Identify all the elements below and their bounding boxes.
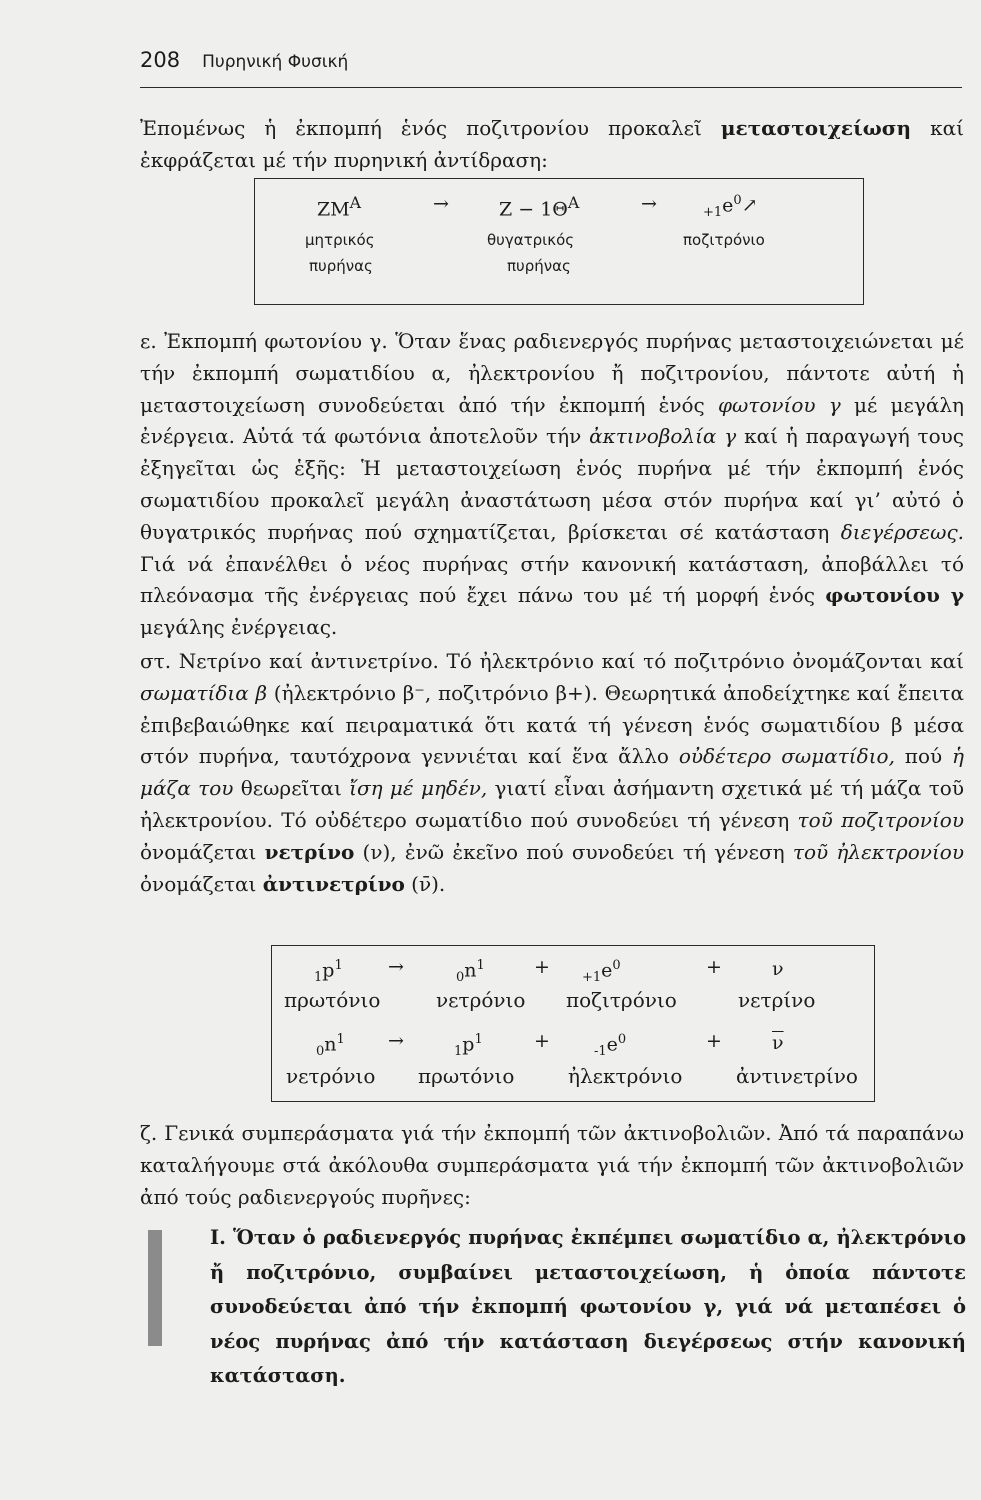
positron-symbol: $_{+1}e^0↗$ (703, 193, 758, 221)
conclusion-text: I. Ὅταν ὁ ραδιενεργός πυρήνας ἐκπέμπει σωματίδιο α, ἠλεκτρόνιο ἤ ποζιτρόνιο, συμβαίνει μεταστοιχείωση, ἡ ὁποία πάντοτε συνοδεύεται ἀπό τήν ἐκπομπή φωτονίου γ, γιά νά μεταπέσει ὁ νέος πυρήνας ἀπό τήν κατάσταση διεγέρσεως στήν κανονική κατάσταση. (210, 1226, 966, 1387)
highlight-bar (148, 1230, 162, 1346)
page-number: 208 (140, 48, 181, 72)
label-daughter-2: πυρήνας (507, 257, 571, 275)
row1-plus-2: + (706, 956, 722, 978)
neutrino-symbol: ν (772, 958, 784, 980)
section-st-heading: στ. Νετρίνο καί ἀντινετρίνο. (140, 649, 439, 673)
label-electron: ἠλεκτρόνιο (568, 1064, 683, 1088)
label-proton-2: πρωτόνιο (418, 1064, 515, 1088)
label-positron-2: ποζιτρόνιο (566, 988, 677, 1012)
row2-plus-2: + (706, 1030, 722, 1052)
label-positron: ποζιτρόνιο (683, 231, 765, 249)
row1-plus-1: + (534, 956, 550, 978)
section-st-paragraph: στ. Νετρίνο καί ἀντινετρίνο. Τό ἠλεκτρόνιο καί τό ποζιτρόνιο ὀνομάζονται καί σωματίδια β (ἠλεκτρόνιο β⁻, ποζιτρόνιο β+). Θεωρητικά ἀποδείχτηκε καί ἔπειτα ἐπιβεβαιώθηκε καί πειραματικά ὅτι κατά τή γένεση ἑνός σωματιδίου β μέσα στόν πυρήνα, ταυτόχρονα γεννιέται καί ἕνα ἄλλο οὐδέτερο σωματίδιο, πού ἡ μάζα του θεωρεῖται ἴση μέ μηδέν, γιατί εἶναι ἀσήμαντη σχετικά μέ τή μάζα τοῦ ἠλεκτρονίου. Τό οὐδέτερο σωματίδιο πού συνοδεύει τή γένεση τοῦ ποζιτρονίου ὀνομάζεται νετρίνο (ν), ἐνῶ ἐκεῖνο πού συνοδεύει τή γένεση τοῦ ἠλεκτρονίου ὀνομάζεται ἀντινετρίνο (ν̄). (140, 649, 965, 896)
label-daughter-1: θυγατρικός (487, 231, 575, 249)
label-neutron: νετρόνιο (436, 988, 526, 1012)
reaction-arrow-2: → (641, 193, 657, 215)
intro-text: Ἐπομένως ἡ ἐκπομπή ἑνός ποζιτρονίου προκαλεῖ (140, 116, 721, 140)
label-parent-2: πυρήνας (309, 257, 373, 275)
positron-reaction-box (254, 178, 864, 305)
reaction-arrow-1: → (433, 193, 449, 215)
antineutrino-symbol: $\overline{\nu}$ (772, 1032, 784, 1054)
label-proton: πρωτόνιο (284, 988, 381, 1012)
emission-arrow-icon: ↗ (741, 194, 758, 217)
label-neutron-2: νετρόνιο (286, 1064, 376, 1088)
running-title: Πυρηνική Φυσική (202, 52, 349, 72)
header-rule (140, 87, 962, 88)
row2-plus-1: + (534, 1030, 550, 1052)
intro-text-2: καί ἐκφράζεται μέ τήν πυρηνική ἀντίδραση: (140, 116, 964, 172)
section-e-paragraph: ε. Ἐκπομπή φωτονίου γ. Ὅταν ἕνας ραδιενεργός πυρήνας μεταστοιχειώνεται μέ τήν ἐκπομπή σωματιδίου α, ἠλεκτρονίου ἤ ποζιτρονίου, πάντοτε αὐτή ἡ μεταστοιχείωση συνοδεύεται ἀπό τήν ἐκπομπή ἑνός φωτονίου γ μέ μεγάλη ἐνέργεια. Αὐτά τά φωτόνια ἀποτελοῦν τήν ἀκτινοβολία γ καί ἡ παραγωγή τους ἐξηγεῖται ὡς ἑξῆς: Ἡ μεταστοιχείωση ἑνός πυρήνα μέ τήν ἐκπομπή ἑνός σωματιδίου προκαλεῖ μεγάλη ἀναστάτωση μέσα στόν πυρήνα καί γι’ αὐτό ὁ θυγατρικός πυρήνας πού σχηματίζεται, βρίσκεται σέ κατάσταση διεγέρσεως. Γιά νά ἐπανέλθει ὁ νέος πυρήνας στήν κανονική κατάσταση, ἀποβάλλει τό πλεόνασμα τῆς ἐνέργειας πού ἔχει πάνω του μέ τή μορφή ἑνός φωτονίου γ μεγάλης ἐνέργειας. (140, 329, 965, 640)
section-e-heading: ε. Ἐκπομπή φωτονίου γ. (140, 329, 388, 353)
page-header (140, 48, 348, 72)
label-neutrino: νετρίνο (738, 988, 816, 1012)
electron-symbol: $_{-1}e^0$ (594, 1032, 627, 1060)
section-z-heading: ζ. Γενικά συμπεράσματα γιά τήν ἐκπομπή τῶν ἀκτινοβολιῶν. (140, 1121, 772, 1145)
intro-paragraph (140, 113, 964, 177)
conclusion-paragraph (210, 1221, 966, 1394)
beta-decay-reactions-box (271, 945, 875, 1102)
parent-nucleus-symbol: $ZM^A$ (317, 193, 362, 221)
row1-arrow: → (388, 956, 404, 978)
label-antineutrino: ἀντινετρίνο (736, 1064, 858, 1088)
daughter-nucleus-symbol: $Z - 1\Theta^A$ (499, 193, 580, 221)
positron-symbol-2: $_{+1}e^0$ (582, 958, 621, 986)
section-z-paragraph: ζ. Γενικά συμπεράσματα γιά τήν ἐκπομπή τῶν ἀκτινοβολιῶν. Ἀπό τά παραπάνω καταλήγουμε στά ἀκόλουθα συμπεράσματα γιά τήν ἐκπομπή τῶν ἀκτινοβολιῶν ἀπό τούς ραδιενεργούς πυρῆνες: (140, 1121, 964, 1209)
intro-bold-term: μεταστοιχείωση (720, 116, 912, 140)
neutron-symbol-2: $_0n^1$ (316, 1032, 345, 1060)
proton-symbol: $_1p^1$ (314, 958, 343, 986)
row2-arrow: → (388, 1030, 404, 1052)
neutron-symbol: $_0n^1$ (456, 958, 485, 986)
label-parent-1: μητρικός (305, 231, 375, 249)
proton-symbol-2: $_1p^1$ (454, 1032, 483, 1060)
